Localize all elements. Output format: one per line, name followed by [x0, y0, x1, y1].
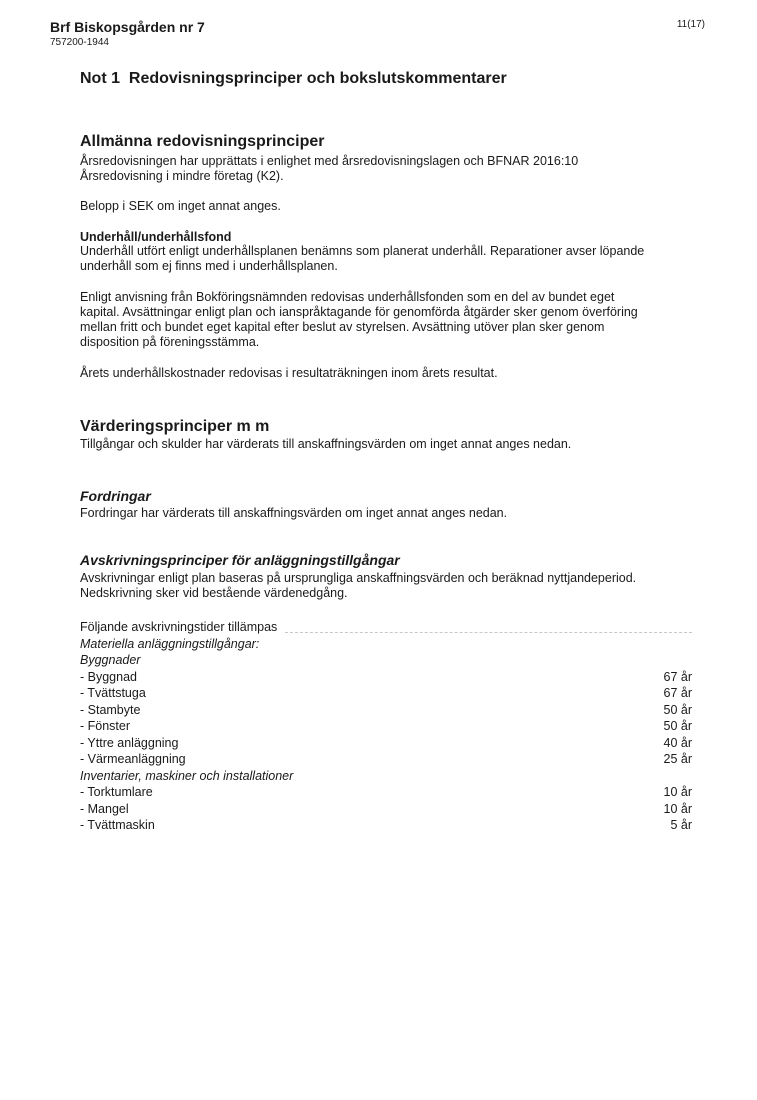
organization-number: 757200-1944 — [50, 37, 109, 48]
buildings-label: Byggnader — [80, 653, 141, 667]
maintenance-para-1 — [80, 244, 700, 274]
text-line: Årsredovisningen har upprättats i enlighet med årsredovisningslagen och BFNAR 2016:10 — [80, 154, 579, 168]
text-line: Årsredovisning i mindre företag (K2). — [80, 169, 284, 183]
table-row — [80, 718, 692, 735]
table-row — [80, 784, 692, 801]
buildings-label-row — [80, 652, 692, 669]
table-row — [80, 669, 692, 686]
table-row — [80, 751, 692, 768]
text-line: underhåll som ej finns med i underhållsplanen. — [80, 259, 338, 273]
valuation-text: Tillgångar och skulder har värderats till anskaffningsvärden om inget annat anges nedan. — [80, 437, 572, 451]
asset-name: - Mangel — [80, 801, 129, 816]
note-title: Not 1 Redovisningsprinciper och bokslutskommentarer — [80, 70, 507, 87]
asset-name: - Stambyte — [80, 702, 141, 717]
asset-name: - Tvättmaskin — [80, 818, 155, 832]
asset-lifetime: 67 år — [663, 686, 692, 700]
asset-name: - Tvättstuga — [80, 686, 146, 700]
asset-lifetime: 67 år — [663, 669, 692, 684]
asset-name: - Byggnad — [80, 669, 137, 684]
group-label-row — [80, 636, 692, 653]
asset-name: - Värmeanläggning — [80, 752, 186, 766]
table-row — [80, 817, 692, 834]
table-row — [80, 735, 692, 752]
maintenance-para-2 — [80, 290, 700, 350]
text-line: Avskrivningar enligt plan baseras på ursprungliga anskaffningsvärden och beräknad nyttjandeperiod. — [80, 571, 637, 585]
text-line: disposition på föreningsstämma. — [80, 335, 260, 349]
receivables-text: Fordringar har värderats till anskaffningsvärden om inget annat anges nedan. — [80, 506, 508, 520]
text-line: Nedskrivning sker vid bestående värdenedgång. — [80, 586, 348, 600]
equipment-label-row — [80, 768, 692, 785]
table-intro: Följande avskrivningstider tillämpas — [80, 620, 278, 634]
general-principles-text — [80, 154, 700, 184]
asset-lifetime: 5 år — [670, 818, 692, 832]
depreciation-heading: Avskrivningsprinciper för anläggningstillgångar — [80, 552, 400, 568]
asset-name: - Yttre anläggning — [80, 735, 179, 750]
maintenance-para-3: Årets underhållskostnader redovisas i resultaträkningen inom årets resultat. — [80, 366, 498, 380]
table-intro-row — [80, 619, 692, 636]
depreciation-table — [80, 619, 692, 834]
table-row — [80, 685, 692, 702]
table-row — [80, 702, 692, 719]
asset-lifetime: 10 år — [663, 801, 692, 816]
equipment-label: Inventarier, maskiner och installationer — [80, 768, 294, 783]
general-principles-heading: Allmänna redovisningsprinciper — [80, 133, 325, 150]
text-line: Underhåll utfört enligt underhållsplanen benämns som planerat underhåll. Reparationer avser löpande — [80, 244, 645, 258]
receivables-heading: Fordringar — [80, 488, 151, 504]
text-line: mellan fritt och bundet eget kapital efter beslut av styrelsen. Avsättning utöver plan sker genom — [80, 320, 605, 334]
asset-name: - Torktumlare — [80, 785, 153, 799]
asset-lifetime: 25 år — [663, 752, 692, 766]
asset-lifetime: 50 år — [663, 719, 692, 733]
asset-lifetime: 50 år — [663, 702, 692, 717]
asset-name: - Fönster — [80, 719, 131, 733]
group-label: Materiella anläggningstillgångar: — [80, 636, 260, 651]
text-line: Enligt anvisning från Bokföringsnämnden redovisas underhållsfonden som en del av bundet eget — [80, 290, 615, 304]
text-line: kapital. Avsättningar enligt plan och ianspråktagande för genomförda åtgärder sker genom överföring — [80, 305, 638, 319]
organization-name: Brf Biskopsgården nr 7 — [50, 19, 205, 35]
currency-note: Belopp i SEK om inget annat anges. — [80, 199, 281, 213]
valuation-heading: Värderingsprinciper m m — [80, 418, 270, 435]
maintenance-heading: Underhåll/underhållsfond — [80, 230, 232, 244]
page-number: 11(17) — [676, 19, 705, 30]
table-row — [80, 801, 692, 818]
dotted-rule — [285, 632, 692, 633]
asset-lifetime: 10 år — [663, 785, 692, 799]
depreciation-text — [80, 571, 700, 601]
asset-lifetime: 40 år — [663, 735, 692, 750]
